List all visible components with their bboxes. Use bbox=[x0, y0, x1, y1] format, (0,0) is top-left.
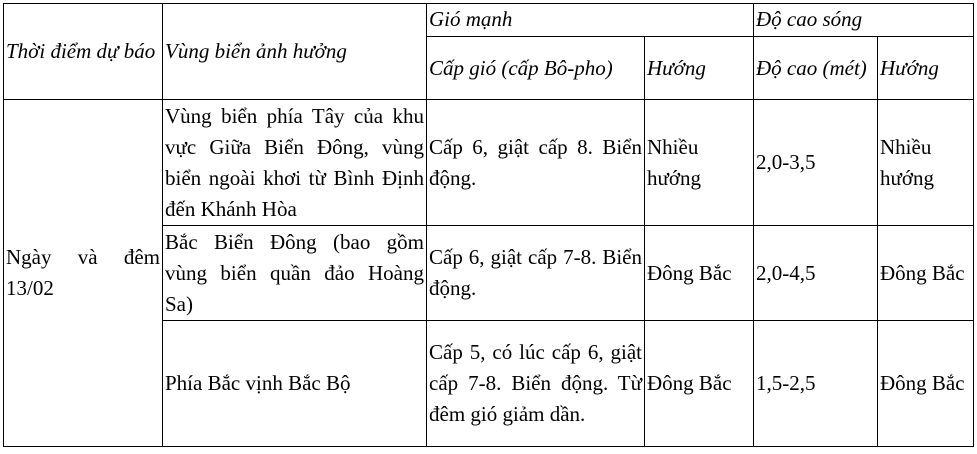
wind-direction-text: Đông Bắc bbox=[647, 260, 732, 285]
header-area: Vùng biển ảnh hưởng bbox=[165, 39, 347, 63]
area-cell bbox=[163, 100, 427, 226]
wind-direction-cell bbox=[645, 226, 754, 321]
area-text: Phía Bắc vịnh Bắc Bộ bbox=[165, 371, 351, 395]
area-cell bbox=[163, 226, 427, 321]
marine-forecast-table bbox=[3, 3, 974, 447]
area-text: Vùng biển phía Tây của khu vực Giữa Biển Đông, vùng biển ngoài khơi từ Bình Định đến Khánh Hòa bbox=[165, 103, 424, 221]
wave-direction-cell bbox=[878, 100, 974, 226]
header-row-1 bbox=[4, 4, 974, 37]
header-wave-height-group: Độ cao sóng bbox=[756, 7, 863, 31]
header-wind-direction: Hướng bbox=[647, 55, 706, 80]
wind-direction-cell bbox=[645, 100, 754, 226]
table-row bbox=[4, 100, 974, 226]
wave-direction-text: Nhiều hướng bbox=[880, 134, 934, 190]
header-wind-level: Cấp gió (cấp Bô-pho) bbox=[429, 55, 613, 80]
wave-height-text: 2,0-4,5 bbox=[756, 260, 816, 285]
header-time: Thời điểm dự báo bbox=[6, 39, 156, 63]
wind-level-text: Cấp 6, giật cấp 8. Biển động. bbox=[429, 134, 642, 190]
wave-direction-cell bbox=[878, 226, 974, 321]
wind-direction-text: Nhiều hướng bbox=[647, 134, 701, 190]
header-time-cell bbox=[4, 4, 163, 100]
header-wind-direction-cell bbox=[645, 37, 754, 100]
wind-level-cell bbox=[427, 321, 645, 447]
wave-height-cell bbox=[754, 100, 878, 226]
header-wave-group-cell bbox=[754, 4, 974, 37]
header-wave-direction-cell bbox=[878, 37, 974, 100]
wind-direction-cell bbox=[645, 321, 754, 447]
wind-level-text: Cấp 5, có lúc cấp 6, giật cấp 7-8. Biển động. Từ đêm gió giảm dần. bbox=[429, 340, 642, 426]
area-cell bbox=[163, 321, 427, 447]
wind-level-text: Cấp 6, giật cấp 7-8. Biển động. bbox=[429, 245, 642, 300]
wave-height-cell bbox=[754, 226, 878, 321]
forecast-time: Ngày và đêm 13/02 bbox=[6, 245, 160, 300]
header-strong-wind-cell bbox=[427, 4, 754, 37]
wave-direction-text: Đông Bắc bbox=[880, 260, 965, 285]
wave-direction-cell bbox=[878, 321, 974, 447]
wave-height-cell bbox=[754, 321, 878, 447]
wave-height-text: 1,5-2,5 bbox=[756, 371, 816, 395]
header-wave-height-cell bbox=[754, 37, 878, 100]
wave-direction-text: Đông Bắc bbox=[880, 371, 965, 395]
wind-direction-text: Đông Bắc bbox=[647, 371, 732, 395]
wind-level-cell bbox=[427, 226, 645, 321]
header-wave-height: Độ cao (mét) bbox=[756, 55, 867, 80]
wind-level-cell bbox=[427, 100, 645, 226]
area-text: Bắc Biển Đông (bao gồm vùng biển quần đảo Hoàng Sa) bbox=[165, 229, 424, 316]
header-strong-wind: Gió mạnh bbox=[429, 7, 513, 31]
header-wind-level-cell bbox=[427, 37, 645, 100]
time-cell bbox=[4, 100, 163, 447]
header-wave-direction: Hướng bbox=[880, 55, 939, 80]
header-area-cell bbox=[163, 4, 427, 100]
wave-height-text: 2,0-3,5 bbox=[756, 150, 816, 174]
